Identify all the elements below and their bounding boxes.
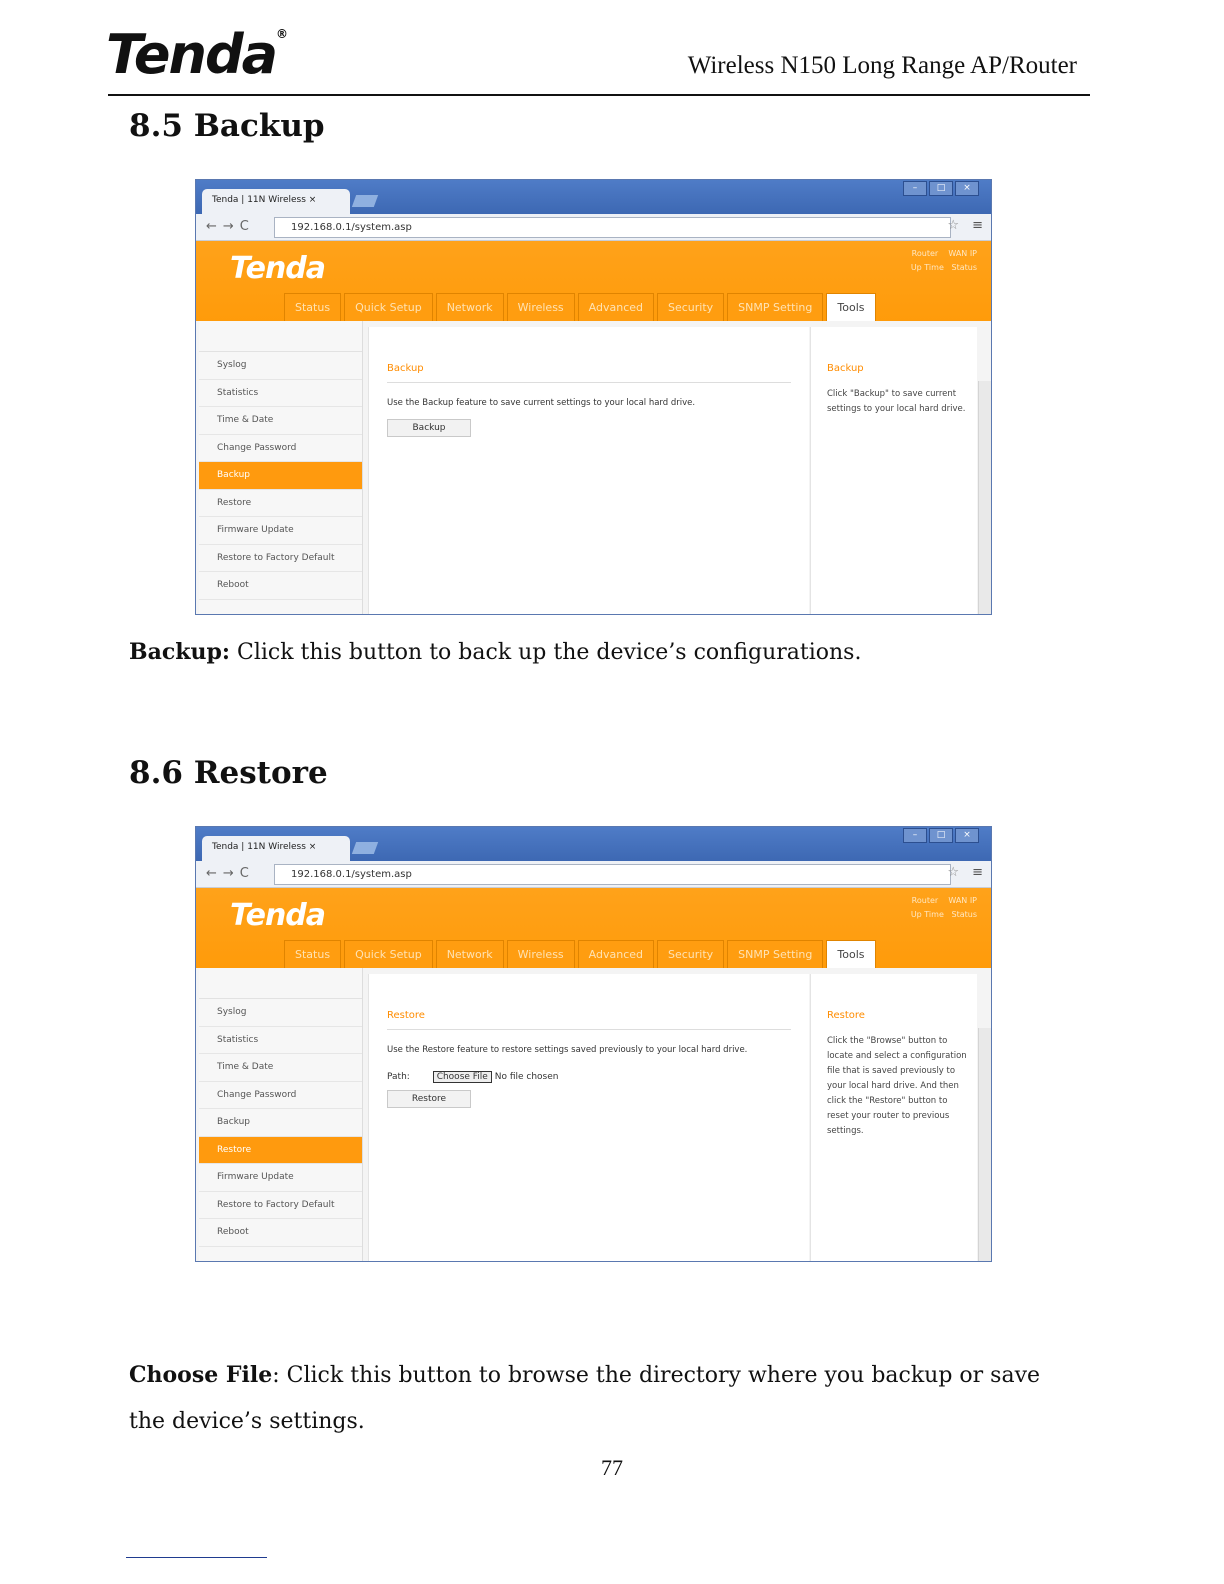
sidebar-item-factory-default[interactable]: Restore to Factory Default (199, 545, 362, 573)
new-tab-button[interactable] (352, 195, 378, 207)
router-body (196, 968, 991, 1261)
sidebar-item-time-date[interactable]: Time & Date (199, 407, 362, 435)
window-buttons (903, 181, 979, 196)
router-nav (284, 293, 876, 321)
path-row (387, 1071, 558, 1083)
nav-arrows-icon[interactable]: ←→C (206, 866, 255, 881)
content-rule (387, 382, 791, 383)
router-logo: Tenda (230, 898, 326, 933)
sidebar-item-change-password[interactable]: Change Password (199, 1082, 362, 1110)
tab-snmp-setting[interactable]: SNMP Setting (727, 940, 823, 968)
content-panel (368, 327, 809, 614)
tab-status[interactable]: Status (284, 293, 341, 321)
header-rule (108, 94, 1090, 96)
address-row (196, 861, 991, 888)
sidebar-item-syslog[interactable]: Syslog (199, 999, 362, 1027)
sidebar-item-backup[interactable]: Backup (199, 1109, 362, 1137)
router-info: Router WAN IP Up Time Status (910, 896, 977, 919)
sidebar-item-syslog[interactable]: Syslog (199, 352, 362, 380)
screenshot-restore (195, 826, 992, 1262)
sidebar-item-statistics[interactable]: Statistics (199, 380, 362, 408)
tab-security[interactable]: Security (657, 293, 724, 321)
help-panel (810, 974, 977, 1261)
restore-description (129, 1352, 1054, 1445)
tab-quick-setup[interactable]: Quick Setup (344, 293, 433, 321)
browser-tab-bar (196, 827, 991, 861)
page-number: 77 (601, 1455, 623, 1480)
content-description: Use the Backup feature to save current settings to your local hard drive. (387, 398, 696, 408)
sidebar-item-restore[interactable]: Restore (199, 490, 362, 518)
content-description: Use the Restore feature to restore settings saved previously to your local hard drive. (387, 1045, 748, 1055)
menu-icon[interactable]: ≡ (972, 865, 983, 880)
backup-term: Backup: (129, 639, 230, 665)
sidebar-item-change-password[interactable]: Change Password (199, 435, 362, 463)
tab-network[interactable]: Network (436, 940, 504, 968)
screenshot-backup (195, 179, 992, 615)
backup-button[interactable]: Backup (387, 419, 471, 437)
section-heading-backup: 8.5 Backup (129, 108, 325, 144)
address-bar[interactable]: 192.168.0.1/system.asp (274, 864, 951, 885)
tab-network[interactable]: Network (436, 293, 504, 321)
minimize-icon[interactable]: – (903, 181, 927, 196)
tab-wireless[interactable]: Wireless (507, 940, 575, 968)
registered-mark: ® (276, 27, 287, 41)
tab-close-icon[interactable]: × (308, 842, 317, 852)
backup-text: Click this button to back up the device’s configurations. (230, 640, 862, 665)
document-title: Wireless N150 Long Range AP/Router (687, 52, 1077, 79)
choose-file-button[interactable]: Choose File (433, 1071, 492, 1083)
content-panel (368, 974, 809, 1261)
new-tab-button[interactable] (352, 842, 378, 854)
router-header (196, 241, 991, 322)
scrollbar[interactable] (978, 381, 991, 614)
router-info: Router WAN IP Up Time Status (910, 249, 977, 272)
tab-advanced[interactable]: Advanced (578, 940, 654, 968)
tenda-logo (106, 23, 287, 86)
tab-tools[interactable]: Tools (826, 940, 875, 968)
sidebar-item-statistics[interactable]: Statistics (199, 1027, 362, 1055)
address-row (196, 214, 991, 241)
browser-tab-bar (196, 180, 991, 214)
router-sidebar (199, 968, 363, 1261)
sidebar-item-backup[interactable]: Backup (199, 462, 362, 490)
help-panel (810, 327, 977, 614)
tab-security[interactable]: Security (657, 940, 724, 968)
router-body (196, 321, 991, 614)
sidebar-item-firmware-update[interactable]: Firmware Update (199, 1164, 362, 1192)
router-header (196, 888, 991, 969)
backup-description (129, 629, 1054, 676)
browser-tab[interactable] (202, 836, 350, 861)
tab-snmp-setting[interactable]: SNMP Setting (727, 293, 823, 321)
tab-tools[interactable]: Tools (826, 293, 875, 321)
logo-text: Tenda (106, 23, 277, 86)
browser-tab-label: Tenda | 11N Wireless (212, 195, 306, 205)
nav-arrows-icon[interactable]: ←→C (206, 219, 255, 234)
sidebar-item-factory-default[interactable]: Restore to Factory Default (199, 1192, 362, 1220)
help-text: Click "Backup" to save current settings to your local hard drive. (827, 389, 966, 414)
router-nav (284, 940, 876, 968)
choose-file-term: Choose File (129, 1362, 273, 1388)
browser-tab-label: Tenda | 11N Wireless (212, 842, 306, 852)
close-icon[interactable]: × (955, 181, 979, 196)
tab-quick-setup[interactable]: Quick Setup (344, 940, 433, 968)
content-title: Backup (387, 363, 424, 374)
choose-file-text: : Click this button to browse the directory where you backup or save the device’s settings. (129, 1363, 1041, 1434)
tab-advanced[interactable]: Advanced (578, 293, 654, 321)
sidebar-item-time-date[interactable]: Time & Date (199, 1054, 362, 1082)
sidebar-item-reboot[interactable]: Reboot (199, 1219, 362, 1247)
tab-wireless[interactable]: Wireless (507, 293, 575, 321)
address-bar[interactable]: 192.168.0.1/system.asp (274, 217, 951, 238)
path-label: Path: (387, 1072, 410, 1082)
sidebar-top (199, 321, 362, 352)
tab-close-icon[interactable]: × (308, 195, 317, 205)
sidebar-item-restore[interactable]: Restore (199, 1137, 362, 1165)
help-title: Backup (827, 363, 864, 374)
scrollbar[interactable] (978, 1028, 991, 1261)
content-rule (387, 1029, 791, 1030)
help-text: Click the "Browse" button to locate and select a configuration file that is saved previously to your local hard drive. And then click the "Restore" button to reset your router to previous settings. (827, 1036, 967, 1136)
close-icon[interactable]: × (955, 828, 979, 843)
star-icon[interactable]: ☆ (947, 218, 959, 233)
tab-status[interactable]: Status (284, 940, 341, 968)
content-title: Restore (387, 1010, 425, 1021)
restore-button[interactable]: Restore (387, 1090, 471, 1108)
star-icon[interactable]: ☆ (947, 865, 959, 880)
no-file-text: No file chosen (494, 1072, 559, 1082)
sidebar-top (199, 968, 362, 999)
sidebar-item-firmware-update[interactable]: Firmware Update (199, 517, 362, 545)
maximize-icon[interactable]: □ (929, 828, 953, 843)
router-sidebar (199, 321, 363, 614)
sidebar-item-reboot[interactable]: Reboot (199, 572, 362, 600)
footnote-rule (126, 1557, 267, 1558)
window-buttons (903, 828, 979, 843)
minimize-icon[interactable]: – (903, 828, 927, 843)
maximize-icon[interactable]: □ (929, 181, 953, 196)
section-heading-restore: 8.6 Restore (129, 755, 328, 791)
menu-icon[interactable]: ≡ (972, 218, 983, 233)
browser-tab[interactable] (202, 189, 350, 214)
router-logo: Tenda (230, 251, 326, 286)
help-title: Restore (827, 1010, 865, 1021)
